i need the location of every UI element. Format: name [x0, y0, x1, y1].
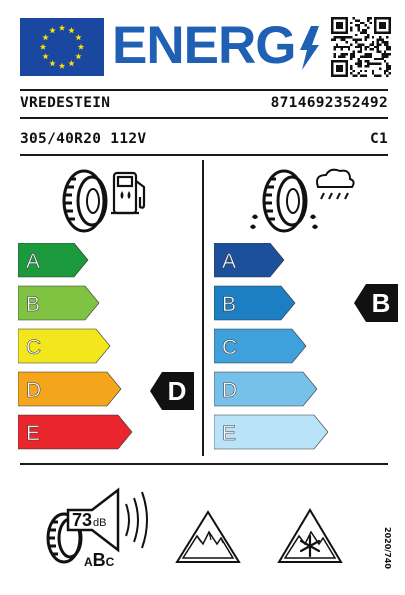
- noise-class-c: C: [105, 555, 115, 569]
- fuel-class-b-label: B: [26, 293, 41, 316]
- wet-rating-marker: [354, 284, 398, 322]
- fuel-class-e-label: E: [26, 422, 41, 445]
- wet-grip-scale: [214, 243, 399, 453]
- fuel-class-d-label: D: [26, 379, 42, 402]
- ean-code: 8714692352492: [270, 95, 388, 111]
- fuel-efficiency-scale: [18, 243, 203, 453]
- noise-class-b: B: [92, 550, 106, 570]
- lightning-bolt-icon: [297, 26, 321, 70]
- fuel-class-c-label: C: [26, 336, 42, 359]
- energy-title-text: ENERG: [112, 16, 296, 75]
- noise-class-a: A: [84, 555, 93, 569]
- fuel-class-a-label: A: [26, 250, 41, 273]
- three-peak-mountain-icon: [175, 510, 241, 564]
- energy-title: [112, 14, 295, 78]
- wet-rating-letter: B: [371, 288, 391, 318]
- noise-value-group: [72, 510, 107, 531]
- noise-unit: dB: [93, 517, 107, 529]
- wet-class-e-label: E: [222, 422, 237, 445]
- wet-class-d-label: D: [222, 379, 238, 402]
- wet-class-c-label: C: [222, 336, 238, 359]
- noise-class-letters: [84, 550, 114, 571]
- eu-flag-icon: [20, 18, 104, 76]
- brand-name: VREDESTEIN: [20, 95, 111, 111]
- qr-code-icon: [331, 17, 391, 77]
- tyre-rain-cloud-icon: [248, 165, 358, 237]
- fuel-rating-letter: D: [167, 376, 187, 406]
- wet-class-a-label: A: [222, 250, 237, 273]
- mountain-snowflake-icon: [277, 508, 343, 564]
- noise-value: 73: [72, 510, 93, 530]
- tyre-class: C1: [369, 131, 388, 147]
- wet-class-b-label: B: [222, 293, 237, 316]
- fuel-rating-marker: [150, 372, 194, 410]
- tyre-size: 305/40R20 112V: [20, 131, 147, 147]
- regulation-number: 2020/740: [383, 527, 392, 569]
- tyre-fuel-pump-icon: [60, 165, 152, 235]
